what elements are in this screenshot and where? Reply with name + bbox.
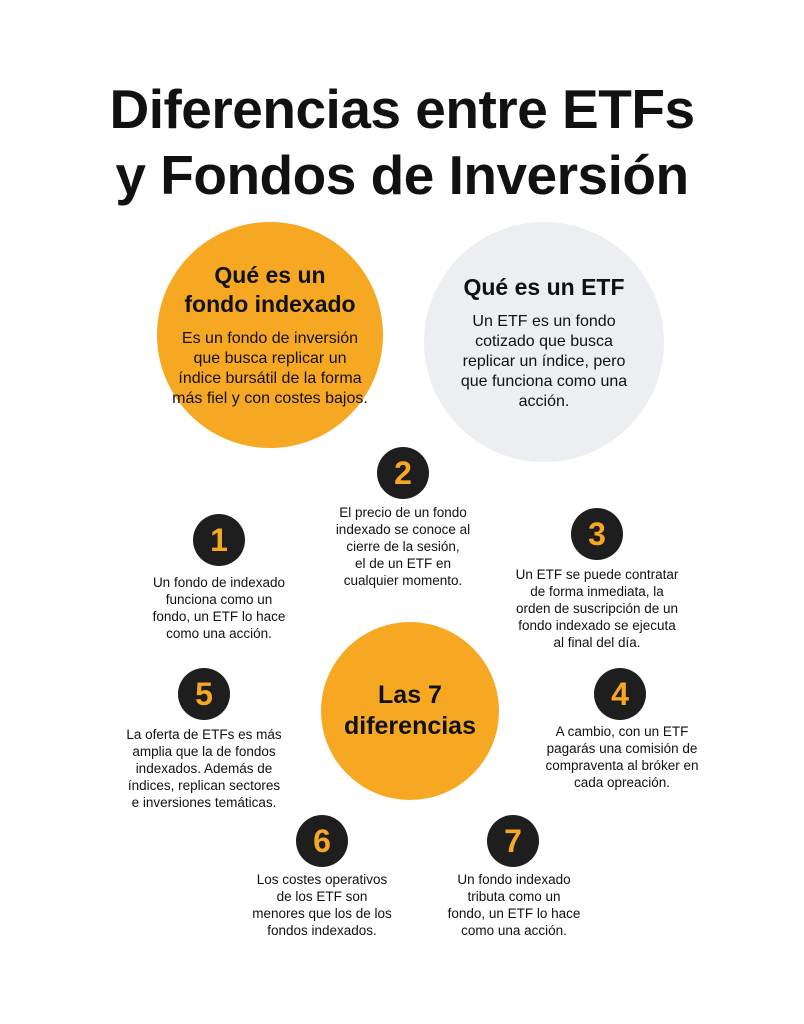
difference-3-text: Un ETF se puede contratar de forma inmediata, la orden de suscripción de un fondo indexado se ejecuta al final del día. bbox=[515, 567, 679, 650]
difference-5-number: 5 bbox=[178, 668, 230, 720]
page-title-line-1: Diferencias entre ETFs bbox=[109, 78, 695, 140]
difference-5-text: La oferta de ETFs es más amplia que la de fondos indexados. Además de índices, replican sectores e inversiones temáticas. bbox=[126, 727, 282, 810]
page-title-line-2: y Fondos de Inversión bbox=[115, 144, 689, 206]
las-7-diferencias-label: Las 7 diferencias bbox=[343, 681, 476, 740]
fondo-indexado-description: Es un fondo de inversión que busca replicar un índice bursátil de la forma más fiel y con costes bajos. bbox=[172, 330, 368, 407]
difference-6-number: 6 bbox=[296, 815, 348, 867]
difference-7-text: Un fondo indexado tributa como un fondo, un ETF lo hace como una acción. bbox=[447, 872, 581, 938]
difference-4-number: 4 bbox=[594, 668, 646, 720]
difference-3-number: 3 bbox=[571, 508, 623, 560]
fondo-indexado-title: Qué es un fondo indexado bbox=[184, 262, 356, 317]
etf-title: Qué es un ETF bbox=[463, 273, 625, 300]
page-title bbox=[0, 76, 804, 208]
etf-circle bbox=[424, 222, 664, 462]
difference-2-text: El precio de un fondo indexado se conoce al cierre de la sesión, el de un ETF en cualquier momento. bbox=[335, 505, 471, 588]
etf-description: Un ETF es un fondo cotizado que busca replicar un índice, pero que funciona como una acción. bbox=[460, 312, 628, 410]
difference-6-text: Los costes operativos de los ETF son menores que los de los fondos indexados. bbox=[252, 872, 392, 938]
difference-2-number: 2 bbox=[377, 447, 429, 499]
difference-1-text: Un fondo de indexado funciona como un fondo, un ETF lo hace como una acción. bbox=[152, 575, 286, 641]
fondo-indexado-circle bbox=[157, 222, 383, 448]
difference-4-text: A cambio, con un ETF pagarás una comisión de compraventa al bróker en cada opreación. bbox=[545, 724, 699, 790]
difference-7-number: 7 bbox=[487, 815, 539, 867]
difference-1-number: 1 bbox=[193, 514, 245, 566]
las-7-diferencias-circle bbox=[321, 622, 499, 800]
